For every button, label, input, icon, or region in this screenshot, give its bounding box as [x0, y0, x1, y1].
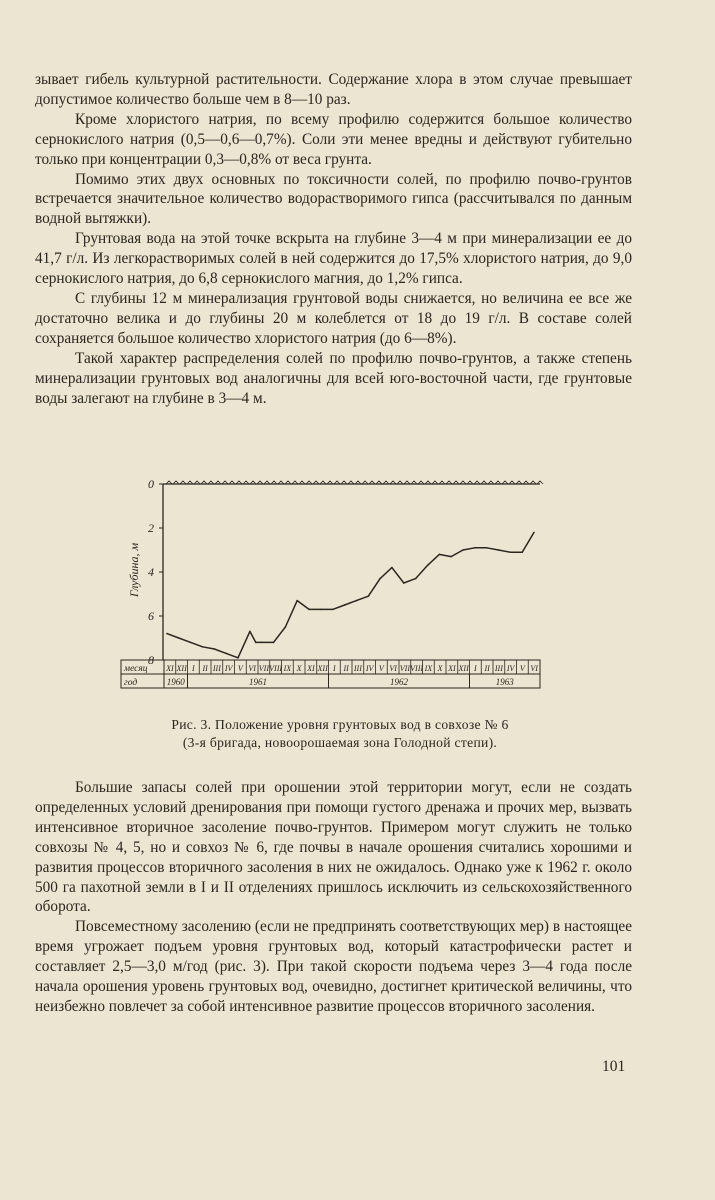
- paragraph: Большие запасы солей при орошении этой территории могут, если не создать определенных условий дренирования при помощи густого дренажа и прочих мер, вызвать интенсивное вторичное засоление почво-грунтов. Примером могут служить не только совхозы № 4, 5, но и совхоз № 6, где почвы в начале орошения считались хорошими и развития процессов вторичного засоления в них не ожидалось. Однако уже к 1962 г. около 500 га пахотной земли в I и II отделениях пришлось исключить из сельскохозяйственного оборота.: [35, 779, 632, 916]
- month-label: III: [212, 664, 221, 673]
- data-point: [521, 551, 523, 553]
- data-point: [438, 554, 440, 556]
- data-point: [166, 633, 168, 635]
- data-point: [296, 600, 298, 602]
- data-point: [332, 609, 334, 611]
- data-point: [202, 646, 204, 648]
- month-label: VIII: [410, 664, 424, 673]
- data-point: [237, 657, 239, 659]
- y-tick-label: 2: [148, 521, 154, 535]
- data-point: [190, 642, 192, 644]
- month-label: VII: [399, 664, 410, 673]
- year-label: 1961: [249, 677, 267, 687]
- groundwater-level-chart: [118, 470, 558, 700]
- data-point: [498, 549, 500, 551]
- year-row-label: год: [124, 678, 138, 688]
- data-point: [261, 642, 263, 644]
- data-point: [427, 565, 429, 567]
- data-point: [510, 551, 512, 553]
- data-point: [225, 653, 227, 655]
- month-label: I: [192, 664, 195, 673]
- month-label: IX: [283, 664, 292, 673]
- paragraph: С глубины 12 м минерализация грунтовой воды снижается, но величина ее все же достаточно велика и до глубины 20 м колеблется от 18 до 19 г/л. В составе солей сохраняется большое количество хлористого натрия (до 6—8%).: [35, 289, 632, 347]
- month-label: X: [296, 664, 302, 673]
- month-label: VIII: [269, 664, 283, 673]
- paragraph: Кроме хлористого натрия, по всему профилю содержится большое количество сернокислого натрия (0,5—0,6—0,7%). Соли эти менее вредны и действуют губительно только при концентрации 0,3—0,8% от веса грунта.: [35, 110, 632, 168]
- month-label: III: [494, 664, 503, 673]
- month-label: XII: [458, 664, 469, 673]
- body-text-bottom: [35, 778, 632, 1017]
- data-point: [415, 578, 417, 580]
- month-label: VI: [389, 664, 397, 673]
- month-label: XI: [166, 664, 174, 673]
- caption-line: Рис. 3. Положение уровня грунтовых вод в совхозе № 6: [171, 717, 509, 732]
- paragraph: зывает гибель культурной растительности. Содержание хлора в этом случае превышает допустимое количество больше чем в 8—10 раз.: [35, 71, 632, 108]
- data-point: [249, 631, 251, 633]
- data-point: [178, 637, 180, 639]
- month-row-label: месяц: [124, 664, 148, 674]
- month-label: II: [202, 664, 208, 673]
- figure-caption: [60, 716, 620, 752]
- data-point: [320, 609, 322, 611]
- month-label: XII: [176, 664, 187, 673]
- month-label: II: [484, 664, 490, 673]
- data-point: [474, 547, 476, 549]
- year-row: [124, 674, 514, 688]
- month-label: X: [437, 664, 443, 673]
- caption-line: (3-я бригада, новоорошаемая зона Голодной степи).: [182, 735, 498, 750]
- month-label: III: [353, 664, 362, 673]
- series-line-group: [166, 532, 535, 659]
- paragraph: Помимо этих двух основных по токсичности солей, по профилю почво-грунтов встречается значительное количество водорастворимого гипса (рассчитывался по данным водной вытяжки).: [35, 170, 632, 228]
- data-point: [214, 648, 216, 650]
- month-label: I: [474, 664, 477, 673]
- data-point: [391, 567, 393, 569]
- month-label: XI: [307, 664, 315, 673]
- series-line: [167, 532, 534, 657]
- month-label: II: [343, 664, 349, 673]
- y-tick-label: 8: [148, 653, 154, 667]
- month-label: V: [237, 664, 243, 673]
- month-label: VI: [248, 664, 256, 673]
- month-label: IX: [424, 664, 433, 673]
- y-axis-label: Глубина, м: [127, 542, 141, 598]
- data-point: [356, 600, 358, 602]
- data-point: [367, 595, 369, 597]
- year-label: 1962: [390, 677, 408, 687]
- data-point: [450, 556, 452, 558]
- month-label: XII: [317, 664, 328, 673]
- y-tick-label: 0: [148, 477, 154, 491]
- paragraph: Повсеместному засолению (если не предпринять соответствующих мер) в настоящее время угрожает подъем уровня грунтовых вод, который катастрофически растет и составляет 2,5—3,0 м/год (рис. 3). При такой скорости подъема через 3—4 года после начала орошения уровень грунтовых вод, очевидно, достигнет критической величины, что неизбежно повлечет за собой интенсивное развитие процессов вторичного засоления.: [35, 918, 632, 1015]
- data-point: [462, 549, 464, 551]
- y-tick-label: 4: [148, 565, 154, 579]
- year-label: 1963: [495, 677, 514, 687]
- body-text-top: [35, 70, 632, 408]
- month-label: IV: [506, 664, 515, 673]
- data-point: [486, 547, 488, 549]
- data-point: [344, 604, 346, 606]
- month-label: VI: [530, 664, 538, 673]
- data-point: [533, 532, 535, 534]
- month-label: V: [519, 664, 525, 673]
- data-point: [285, 626, 287, 628]
- y-axis-ticks: [148, 477, 163, 667]
- month-label: VII: [258, 664, 269, 673]
- month-label: I: [333, 664, 336, 673]
- data-point: [308, 609, 310, 611]
- month-label: XI: [448, 664, 456, 673]
- paragraph: Грунтовая вода на этой точке вскрыта на глубине 3—4 м при минерализации ее до 41,7 г/л. Из легкорастворимых солей в ней содержится до 17,5% хлористого натрия, до 9,0 сернокислого натрия, до 6,8 сернокислого магния, до 1,2% гипса.: [35, 230, 632, 288]
- paragraph: Такой характер распределения солей по профилю почво-грунтов, а также степень минерализации грунтовых вод аналогичны для всей юго-восточной части, где грунтовые воды залегают на глубине в 3—4 м.: [35, 349, 632, 407]
- data-point: [403, 582, 405, 584]
- year-label: 1960: [166, 677, 185, 687]
- y-tick-label: 6: [148, 609, 154, 623]
- month-label: IV: [365, 664, 374, 673]
- month-label: IV: [224, 664, 233, 673]
- data-point: [255, 642, 257, 644]
- data-point: [273, 642, 275, 644]
- data-point: [379, 578, 381, 580]
- month-label: V: [378, 664, 384, 673]
- page-number: 101: [602, 1058, 626, 1075]
- chart-frame: [163, 481, 543, 660]
